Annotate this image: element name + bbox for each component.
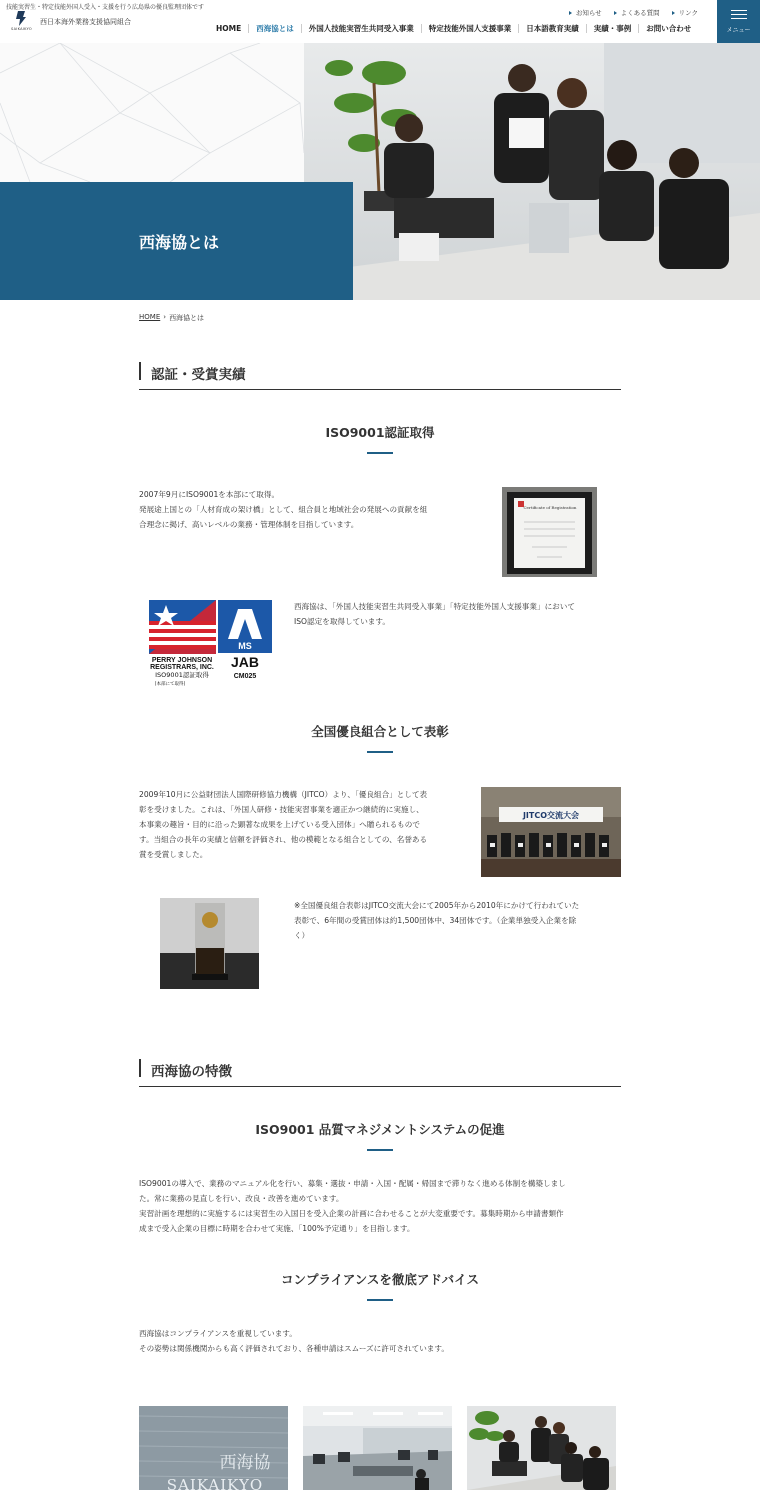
breadcrumb-home[interactable]: HOME: [139, 313, 161, 321]
svg-text:西海協: 西海協: [219, 1453, 271, 1473]
utility-nav: [569, 8, 698, 17]
breadcrumb-separator: ›: [163, 313, 167, 321]
heading-underline: [367, 751, 393, 753]
feature-iso-description: ISO9001の導入で、業務のマニュアル化を行い、募集・選抜・申請・入国・配属・帰国まで滞りなく進める体制を構築しまし た。常に業務の見直しを行い、改良・改善を進めています。 実習計画を理想的に実施するには実習生の入国日を受入企業の計画に合わせることが大変重要です。募集時期から申請書類作 成まで受入企業の目標に時期を合わせて実施、「100%予定通り」を目指します。: [139, 1179, 566, 1233]
tagline: 技能実習生・特定技能外国人受入・支援を行う広島県の優良監理団体です: [6, 4, 205, 11]
svg-text:Certificate of Registration: Certificate of Registration: [523, 505, 577, 510]
nav-japanese-education[interactable]: 日本語教育実績: [518, 24, 586, 33]
nav-contact[interactable]: お問い合わせ: [638, 24, 698, 33]
svg-text:PERRY JOHNSON: PERRY JOHNSON: [151, 657, 213, 664]
svg-text:JITCO交流大会: JITCO交流大会: [522, 811, 580, 820]
iso-certificate-photo: [502, 487, 597, 577]
hero: [0, 43, 760, 300]
logo-text: SAIKAIKYO: [11, 27, 32, 31]
office-interior-photo: [303, 1406, 452, 1490]
iso-badge: [148, 599, 273, 689]
util-link-news[interactable]: お知らせ: [569, 8, 602, 17]
page-title: 西海協とは: [139, 233, 220, 252]
section-heading-certification: 認証・受賞実績: [139, 362, 621, 390]
svg-text:ISO9001認証取得: ISO9001認証取得: [155, 671, 209, 679]
heading-underline: [367, 1149, 393, 1151]
menu-label: メニュー: [726, 26, 751, 34]
svg-text:[本部にて取得]: [本部にて取得]: [154, 682, 186, 687]
team-meeting-photo: [467, 1406, 616, 1490]
nav-cases[interactable]: 実績・事例: [586, 24, 639, 33]
svg-text:SAIKAIKYO: SAIKAIKYO: [166, 1476, 264, 1490]
triangle-right-icon: [672, 11, 675, 15]
svg-text:REGISTRARS, INC.: REGISTRARS, INC.: [150, 664, 214, 671]
breadcrumb-current: 西海協とは: [169, 314, 205, 322]
feature-compliance-description: 西海協はコンプライアンスを重視しています。 その姿勢は関係機関からも高く評価されており、各種申請はスムーズに許可されています。: [139, 1329, 449, 1353]
award-description: 2009年10月に公益財団法人国際研修協力機構（JITCO）より、「優良組合」として表 彰を受けました。これは、「外国人研修・技能実習事業を適正かつ継続的に実施し、 本事業の趣旨・目的に沿った顕著な成果を上げている受入団体」へ贈られるもので す。当組合の長年の実績と信頼を評価され、他の模範となる組合としての、名誉ある 賞を受賞しました。: [139, 790, 428, 859]
iso-description: 2007年9月にISO9001を本部にて取得。 発展途上国との「人材育成の架け橋」として、組合員と地域社会の発展への貢献を組 合理念に掲げ、高いレベルの業務・管理体制を目指しています。: [139, 490, 428, 529]
logo-icon: [15, 11, 26, 26]
heading-underline: [367, 1299, 393, 1301]
svg-text:CM025: CM025: [233, 673, 257, 680]
iso-certification-note: 西海協は、「外国人技能実習生共同受入事業」「特定技能外国人支援事業」において ISO認定を取得しています。: [294, 602, 575, 626]
hero-photo: [304, 43, 760, 300]
hero-title-box: [0, 182, 353, 300]
org-name: 西日本海外業務支援協同組合: [40, 18, 131, 26]
svg-text:MS: MS: [238, 641, 252, 651]
main-nav: [216, 24, 698, 33]
menu-button[interactable]: [717, 0, 760, 43]
nav-home[interactable]: HOME: [216, 24, 242, 33]
util-link-faq[interactable]: よくある質問: [614, 8, 660, 17]
logo-link[interactable]: [10, 11, 32, 33]
breadcrumb: [139, 313, 204, 323]
award-footnote: ※全国優良組合表彰はJITCO交流大会にて2005年から2010年にかけて行われていた 表彰で、6年間の受賞団体は約1,500団体中、34団体です。（企業単独受入企業を除 く）: [294, 901, 580, 940]
award-heading: 全国優良組合として表彰: [311, 724, 449, 739]
triangle-right-icon: [569, 11, 572, 15]
section-heading-features: 西海協の特徴: [139, 1059, 621, 1087]
office-sign-photo: [139, 1406, 288, 1490]
iso-heading: ISO9001認証取得: [325, 425, 435, 440]
nav-specified-skilled[interactable]: 特定技能外国人支援事業: [421, 24, 519, 33]
hamburger-icon: [731, 10, 747, 20]
nav-about[interactable]: 西海協とは: [248, 24, 301, 33]
heading-underline: [367, 452, 393, 454]
feature-compliance-heading: コンプライアンスを徹底アドバイス: [280, 1272, 479, 1287]
util-link-links[interactable]: リンク: [672, 8, 698, 17]
svg-text:JAB: JAB: [230, 654, 260, 670]
triangle-right-icon: [614, 11, 617, 15]
award-ceremony-photo: [481, 787, 621, 877]
award-trophy-photo: [160, 898, 259, 989]
feature-iso-heading: ISO9001 品質マネジメントシステムの促進: [255, 1122, 505, 1137]
nav-technical-intern[interactable]: 外国人技能実習生共同受入事業: [301, 24, 421, 33]
